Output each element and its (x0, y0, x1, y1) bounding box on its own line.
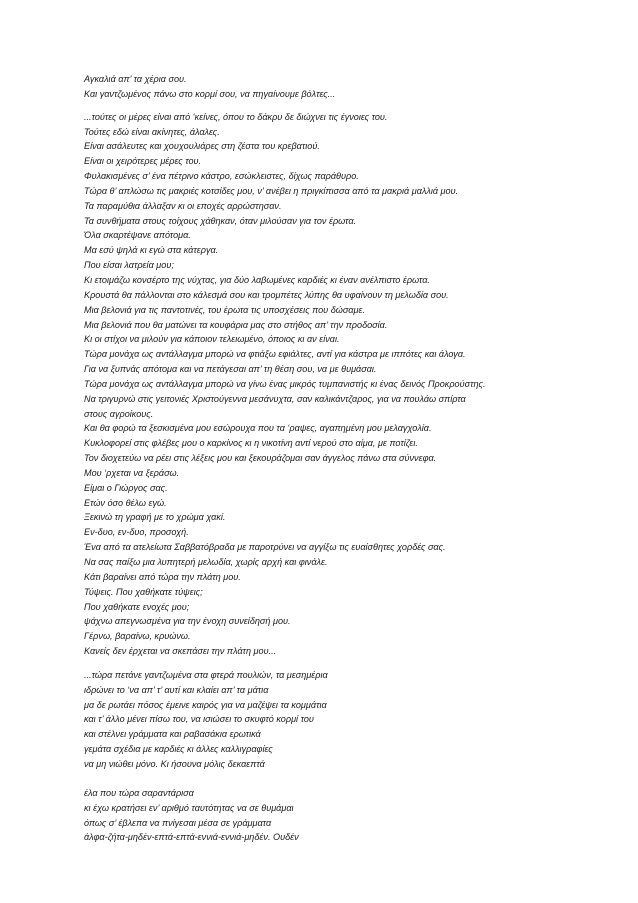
text-line: Που χαθήκατε ενοχές μου; (84, 601, 190, 612)
text-line: όπως σ’ έβλεπα να πνίγεσαι μέσα σε γράμματα (84, 817, 272, 828)
text-line: Τα συνθήματα στους τοίχους χάθηκαν, όταν μιλούσαν για τον έρωτα. (84, 215, 357, 226)
text-line: Είμαι ο Γιώργος σας. (84, 482, 168, 493)
text-line: Τώρα θ’ απλώσω τις μακριές κοτσίδες μου, ν’ ανέβει η πριγκίπισσα από τα μακριά μαλλιά μου. (84, 185, 459, 196)
text-line: Μου ‘ρχεται να ξεράσω. (84, 467, 180, 478)
text-line: ψάχνω απεγνωσμένα για την ένοχη συνείδησή μου. (84, 616, 291, 627)
text-line: Τώρα μονάχα ως αντάλλαγμα μπορώ να φτιάξω εφιάλτες, αντί για κάστρα με ιππότες και άλογα. (84, 349, 466, 360)
text-line: Και γαντζωμένος πάνω στο κορμί σου, να πηγαίνουμε βόλτες... (84, 88, 336, 99)
text-line: Μια βελονιά που θα ματώνει τα κουφάρια μας στο στήθος απ’ την προδοσία. (84, 319, 388, 330)
text-line: και τ’ άλλο μένει πίσω του, να ισιώσει το σκυφτό κορμί του (84, 714, 314, 725)
text-line: Και θα φορώ τα ξεσκισμένα μου εσώρουχα που τα ‘ραψες, αγαπημένη μου μελαγχολία. (84, 423, 432, 434)
paragraph-gap (84, 772, 578, 786)
text-line: Να τριγυρνώ στις γειτονιές Χριστούγεννα μεσάνυχτα, σαν καλικάντζαρος, για να πουλάω σπίρτα (84, 393, 466, 404)
text-line: Τώρα μονάχα ως αντάλλαγμα μπορώ να γίνω ένας μικρός τυμπανιστής κι ένας δεινός Προκρούστης. (84, 378, 486, 389)
text-line: Κι οι στίχοι να μιλούν για κάποιον τελειωμένο, όποιος κι αν είναι. (84, 334, 340, 345)
paragraph-gap (84, 659, 578, 668)
text-line: Αγκαλιά απ’ τα χέρια σου. (84, 74, 187, 84)
text-line: γεμάτα σχέδια με καρδιές κι άλλες καλλιγραφίες (84, 744, 273, 755)
text-line: Κι ετοιμάζω κονσέρτο της νύχτας, για δύο λαβωμένες καρδιές κι έναν ανέλπιστο έρωτα. (84, 274, 430, 285)
text-line: Να σας παίξω μια λυπητερή μελωδία, χωρίς αρχή και φινάλε. (84, 557, 328, 567)
text-line: Τα παραμύθια άλλαξαν κι οι εποχές αρρώστησαν. (84, 200, 282, 211)
text-line: Ξεκινώ τη γραφή με το χρώμα χακί. (84, 512, 226, 523)
text-line: Φυλακισμένες σ’ ένα πέτρινο κάστρο, εσώκλειστες, δίχως παράθυρο. (84, 171, 359, 182)
text-line: Κάτι βαραίνει από τώρα την πλάτη μου. (84, 571, 241, 582)
text-line: Μα εσύ ψηλά κι εγώ στα κάτεργα. (84, 245, 219, 256)
text-line: Εν-δυο, εν-δυο, προσοχή. (84, 527, 189, 538)
paragraph-gap (84, 102, 578, 110)
text-line: στους αγροίκους. (84, 408, 154, 419)
text-line: κι έχω κρατήσει εν’ αριθμό ταυτότητας να σε θυμάμαι (84, 802, 294, 813)
text-line: Κανείς δεν έρχεται να σκεπάσει την πλάτη μου... (84, 646, 277, 657)
verse-stanza-2 (84, 786, 578, 845)
text-line: Όλα σκαρτέψανε απότομα. (84, 230, 191, 241)
text-line: και στέλνει γράμματα και ραβασάκια ερωτικά (84, 729, 261, 740)
text-line: ...τώρα πετάνε γαντζωμένα στα φτερά πουλιών, τα μεσημέρια (84, 669, 328, 680)
text-line: Ένα από τα ατελείωτα Σαββατόβραδα με παροτρύνει να αγγίξω τις ευαίσθητες χορδές σας. (84, 542, 446, 553)
text-line: να μη νιώθει μόνο. Κι ήσουνα μόλις δεκαεπτά (84, 758, 265, 769)
text-line: Τύψεις. Που χαθήκατε τύψεις; (84, 586, 203, 597)
text-line: μα δε ρωτάει πόσος έμεινε καιρός για να μαζέψει τα κομμάτια (84, 699, 327, 710)
text-line: Τον διοχετεύω να ρέει στις λέξεις μου και ξεκουράζομαι σαν άγγελος πάνω στα σύννεφα. (84, 453, 437, 464)
text-line: έλα που τώρα σαραντάρισα (84, 787, 194, 798)
text-line: Κυκλοφορεί στις φλέβες μου ο καρκίνος κι η νικοτίνη αντί νερού στο αίμα, με ποτίζει. (84, 438, 418, 449)
text-line: Τούτες εδώ είναι ακίνητες, άλαλες. (84, 126, 220, 137)
text-line: Ετών όσο θέλω εγώ. (84, 497, 167, 508)
text-line: Γέρνω, βαραίνω, κρυώνω. (84, 631, 191, 642)
intro-paragraph (84, 72, 578, 102)
text-line: άλφα-ζήτα-μηδέν-επτά-επτά-εννιά-εννιά-μηδέν. Ουδέν (84, 832, 299, 843)
text-line: Κρουστά θα πάλλονται στο κάλεσμά σου και τρομπέτες λύπης θα υφαίνουν τη μελωδία σου. (84, 289, 449, 300)
text-line: Μια βελονιά για τις παντοτινές, του έρωτα τις υποσχέσεις που δώσαμε. (84, 304, 365, 315)
prose-paragraph (84, 110, 578, 659)
text-line: ...τούτες οι μέρες είναι από ‘κείνες, όπου το δάκρυ δε διώχνει τις έγνοιες του. (84, 111, 388, 122)
text-line: Είναι ασάλευτες και χουχουλιάρες στη ζέστα του κρεβατιού. (84, 141, 320, 152)
text-line: Που είσαι λατρεία μου; (84, 260, 174, 271)
text-line: Για να ξυπνάς απότομα και να πετάγεσαι απ’ τη θέση σου, να με θυμάσαι. (84, 364, 377, 375)
text-line: ιδρώνει το ‘να απ’ τ’ αυτί και κλαίει απ’ τα μάτια (84, 684, 269, 695)
verse-stanza-1 (84, 668, 578, 772)
text-line: Είναι οι χειρότερες μέρες του. (84, 156, 202, 167)
